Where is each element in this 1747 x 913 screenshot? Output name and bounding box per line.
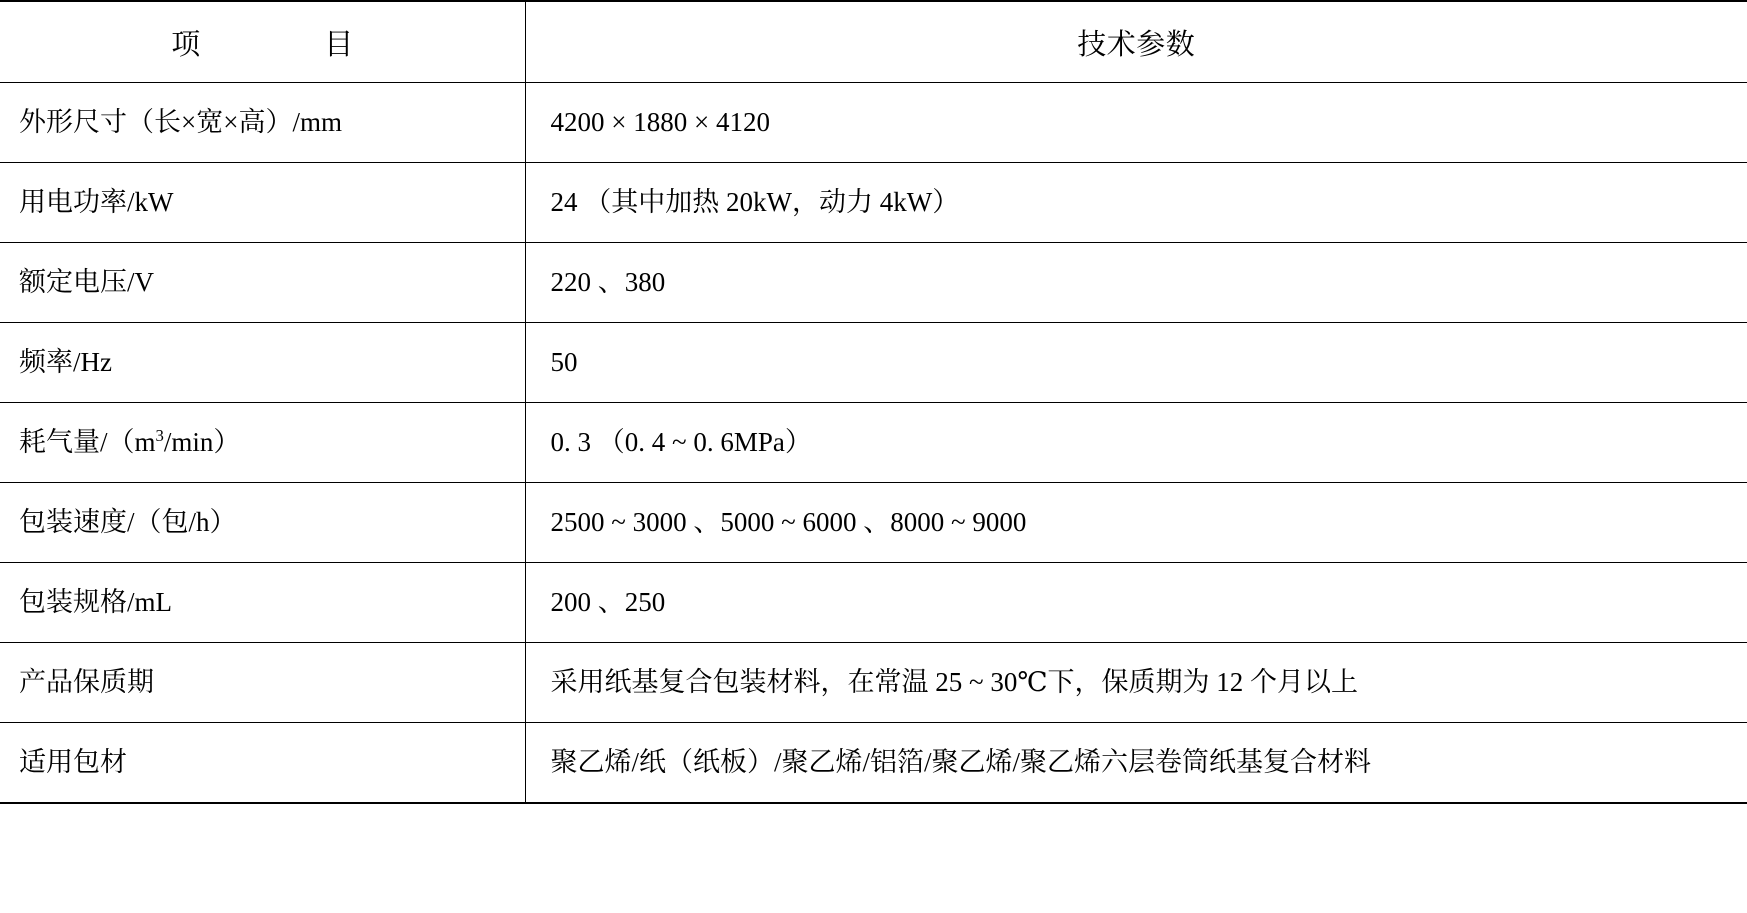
table-row bbox=[0, 643, 1747, 723]
row-param-cell bbox=[525, 723, 1747, 804]
row-item-label bbox=[1, 425, 524, 460]
row-item-cell bbox=[0, 403, 525, 483]
row-item-label-superscript: 3 bbox=[155, 425, 164, 445]
row-item-label-post: /min） bbox=[163, 426, 241, 457]
table-row bbox=[0, 83, 1747, 163]
row-item-cell bbox=[0, 243, 525, 323]
row-param-cell bbox=[525, 483, 1747, 563]
row-item-label: 外形尺寸（长×宽×高）/mm bbox=[19, 106, 342, 137]
table-row bbox=[0, 163, 1747, 243]
table-header-row bbox=[0, 1, 1747, 83]
row-item-label: 产品保质期 bbox=[19, 666, 154, 697]
table-row bbox=[0, 563, 1747, 643]
row-param-value: 采用纸基复合包装材料，在常温 25 ~ 30℃下，保质期为 12 个月以上 bbox=[550, 666, 1359, 697]
table-row bbox=[0, 483, 1747, 563]
row-param-value: 0. 3 （0. 4 ~ 0. 6MPa） bbox=[550, 426, 812, 457]
row-item-cell bbox=[0, 563, 525, 643]
row-item-cell bbox=[0, 643, 525, 723]
row-param-cell bbox=[525, 323, 1747, 403]
row-param-value: 4200 × 1880 × 4120 bbox=[550, 106, 770, 137]
header-cell-param bbox=[525, 1, 1747, 83]
row-item-cell bbox=[0, 83, 525, 163]
header-param-label: 技术参数 bbox=[1077, 28, 1196, 61]
row-item-label: 适用包材 bbox=[19, 746, 127, 777]
row-param-value: 220 、380 bbox=[550, 266, 666, 297]
row-item-label: 频率/Hz bbox=[19, 346, 112, 377]
row-param-value: 2500 ~ 3000 、5000 ~ 6000 、8000 ~ 9000 bbox=[550, 506, 1027, 537]
row-item-label: 包装速度/（包/h） bbox=[19, 506, 237, 537]
table-row bbox=[0, 323, 1747, 403]
row-item-label-pre: 耗气量/（m bbox=[19, 426, 156, 457]
row-param-cell bbox=[525, 243, 1747, 323]
row-item-label: 额定电压/V bbox=[19, 266, 154, 297]
table-row bbox=[0, 723, 1747, 804]
table-row bbox=[0, 403, 1747, 483]
row-param-cell bbox=[525, 563, 1747, 643]
row-item-cell bbox=[0, 723, 525, 804]
row-param-cell bbox=[525, 83, 1747, 163]
header-cell-item bbox=[0, 1, 525, 83]
row-item-cell bbox=[0, 323, 525, 403]
row-param-cell bbox=[525, 643, 1747, 723]
row-param-cell bbox=[525, 403, 1747, 483]
table-row bbox=[0, 243, 1747, 323]
row-param-value: 24 （其中加热 20kW，动力 4kW） bbox=[550, 186, 960, 217]
row-param-value: 200 、250 bbox=[550, 586, 666, 617]
row-item-cell bbox=[0, 483, 525, 563]
row-item-cell bbox=[0, 163, 525, 243]
row-param-value: 50 bbox=[550, 346, 578, 377]
row-param-cell bbox=[525, 163, 1747, 243]
row-param-value: 聚乙烯/纸（纸板）/聚乙烯/铝箔/聚乙烯/聚乙烯六层卷筒纸基复合材料 bbox=[550, 746, 1372, 777]
row-item-label: 用电功率/kW bbox=[19, 186, 174, 217]
row-item-label: 包装规格/mL bbox=[19, 586, 172, 617]
header-item-label: 项 目 bbox=[171, 28, 376, 61]
